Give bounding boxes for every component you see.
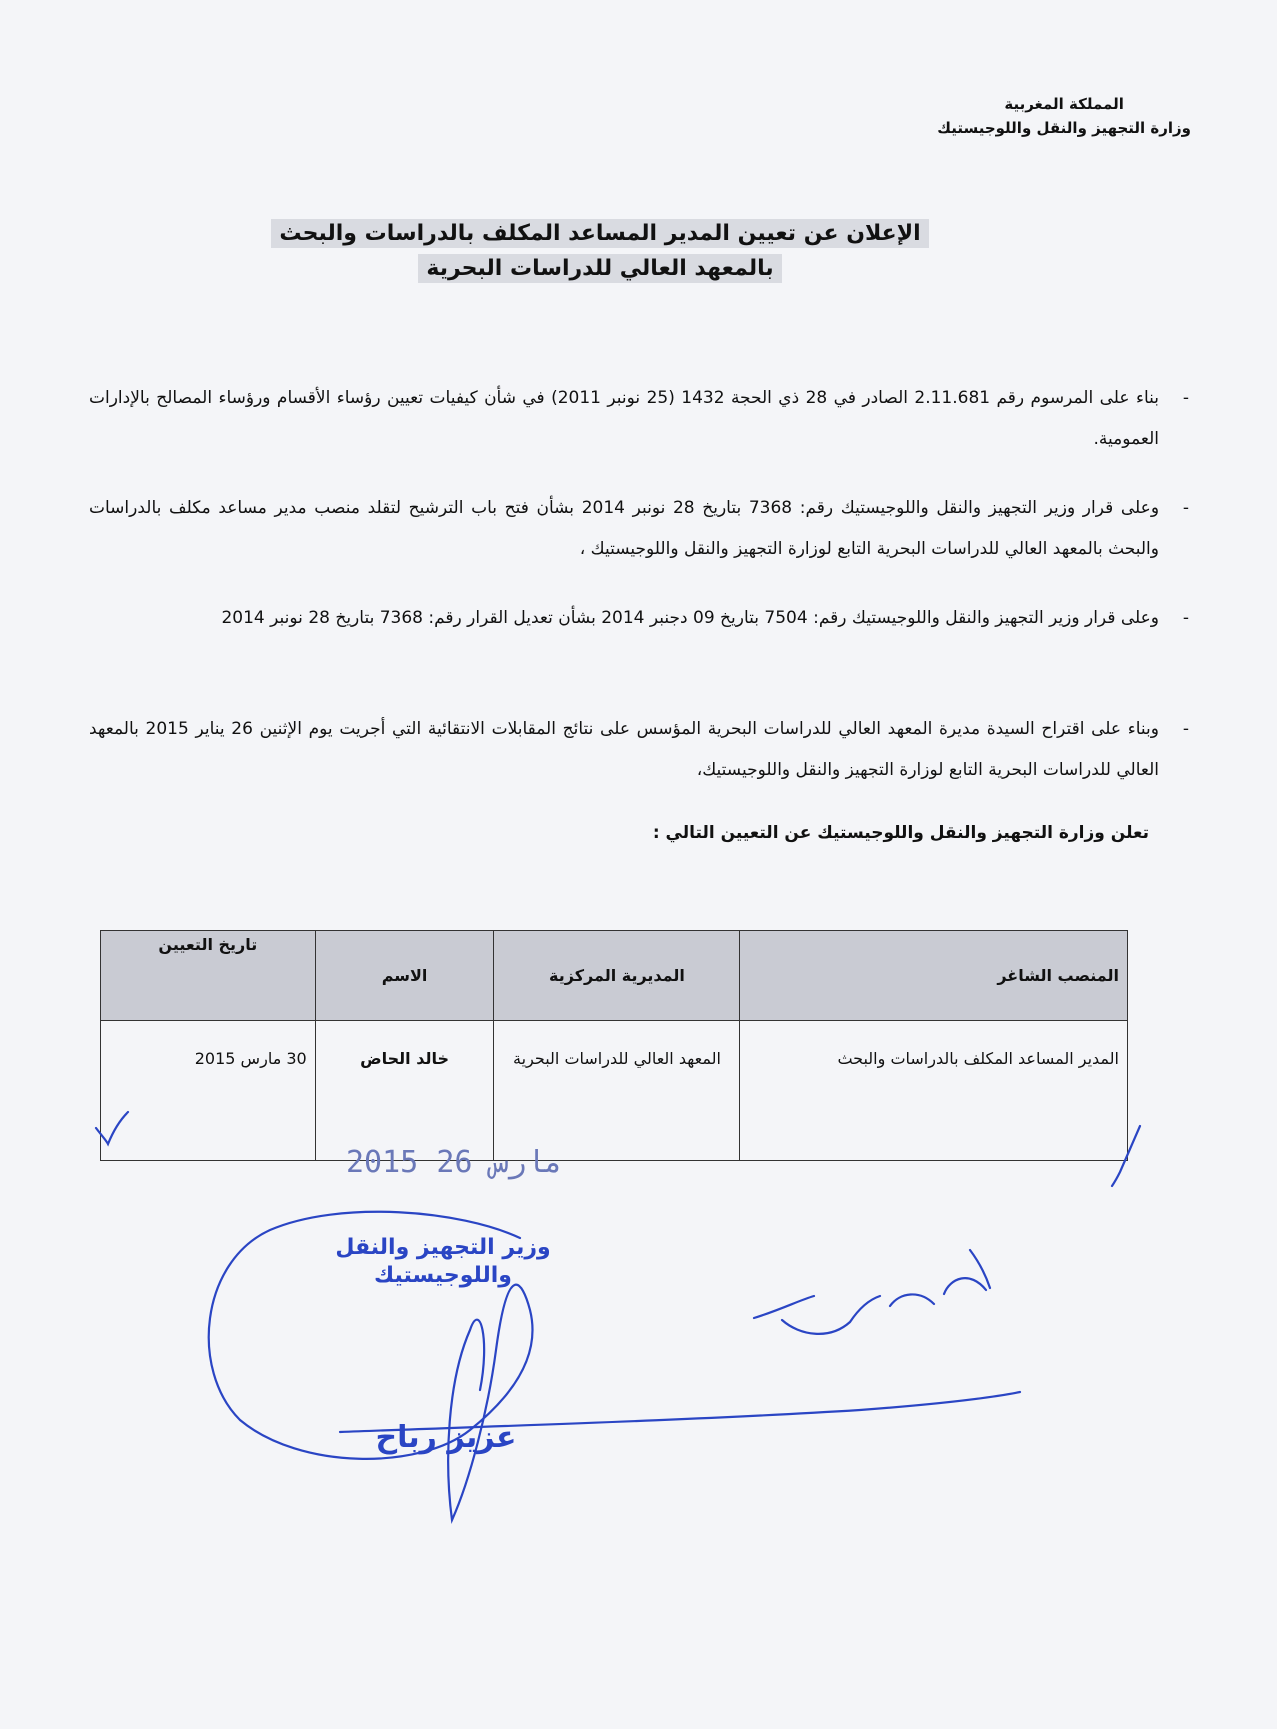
- paragraph-1: [89, 378, 1189, 460]
- stamp-date: 2015 مارس 26: [346, 1145, 563, 1180]
- kingdom-label: المملكة المغربية: [1004, 95, 1124, 113]
- header-name: الاسم: [315, 931, 494, 1021]
- appointment-table: [100, 930, 1128, 1161]
- document-header: [937, 92, 1191, 140]
- cell-date: 30 مارس 2015: [101, 1021, 316, 1161]
- title-line-2: بالمعهد العالي للدراسات البحرية: [418, 254, 781, 283]
- ministry-label: وزارة التجهيز والنقل واللوجيستيك: [937, 119, 1191, 137]
- bullet-dash: -: [1182, 608, 1189, 628]
- paragraph-text: وعلى قرار وزير التجهيز والنقل واللوجيستيك رقم: 7368 بتاريخ 28 نونبر 2014 بشأن فتح باب الترشيح لتقلد منصب مدير مساعد مكلف بالدراسات والبحث بالمعهد العالي للدراسات البحرية التابع لوزارة التجهيز والنقل واللوجيستيك ،: [89, 498, 1160, 559]
- cell-position: المدير المساعد المكلف بالدراسات والبحث: [740, 1021, 1128, 1161]
- announcement-line: تعلن وزارة التجهيز والنقل واللوجيستيك عن التعيين التالي :: [652, 823, 1149, 843]
- paragraph-text: وعلى قرار وزير التجهيز والنقل واللوجيستيك رقم: 7504 بتاريخ 09 دجنبر 2014 بشأن تعديل القرار رقم: 7368 بتاريخ 28 نونبر 2014: [221, 608, 1159, 628]
- header-position: المنصب الشاغر: [740, 931, 1128, 1021]
- bullet-dash: -: [1182, 498, 1189, 518]
- paragraph-text: وبناء على اقتراح السيدة مديرة المعهد العالي للدراسات البحرية المؤسس على نتائج المقابلات الانتقائية التي أجريت يوم الإثنين 26 يناير 2015 بالمعهد العالي للدراسات البحرية التابع لوزارة التجهيز والنقل واللوجيستيك،: [89, 719, 1159, 780]
- header-directorate: المديرية المركزية: [494, 931, 740, 1021]
- minister-stamp: [318, 1234, 568, 1290]
- paragraph-4: [89, 709, 1189, 791]
- minister-name-stamp: عزيز رباح: [375, 1420, 517, 1455]
- cell-directorate: المعهد العالي للدراسات البحرية: [494, 1021, 740, 1161]
- table-row: [101, 1021, 1128, 1161]
- paragraph-text: بناء على المرسوم رقم 2.11.681 الصادر في 28 ذي الحجة 1432 (25 نونبر 2011) في شأن كيفيات تعيين رؤساء الأقسام ورؤساء المصالح بالإدارات العمومية.: [89, 388, 1159, 449]
- table-header-row: [101, 931, 1128, 1021]
- bullet-dash: -: [1182, 719, 1189, 739]
- document-title: [0, 216, 1200, 286]
- bullet-dash: -: [1182, 388, 1189, 408]
- stamp-line-1: وزير التجهيز والنقل: [335, 1235, 551, 1260]
- stamp-line-2: واللوجيستيك: [374, 1263, 512, 1288]
- title-line-1: الإعلان عن تعيين المدير المساعد المكلف بالدراسات والبحث: [271, 219, 928, 248]
- approval-handwriting: [754, 1250, 990, 1334]
- paragraph-3: [89, 598, 1189, 639]
- paragraph-2: [89, 488, 1189, 570]
- header-date: تاريخ التعيين: [101, 931, 316, 1021]
- cell-name: خالد الحاض: [315, 1021, 494, 1161]
